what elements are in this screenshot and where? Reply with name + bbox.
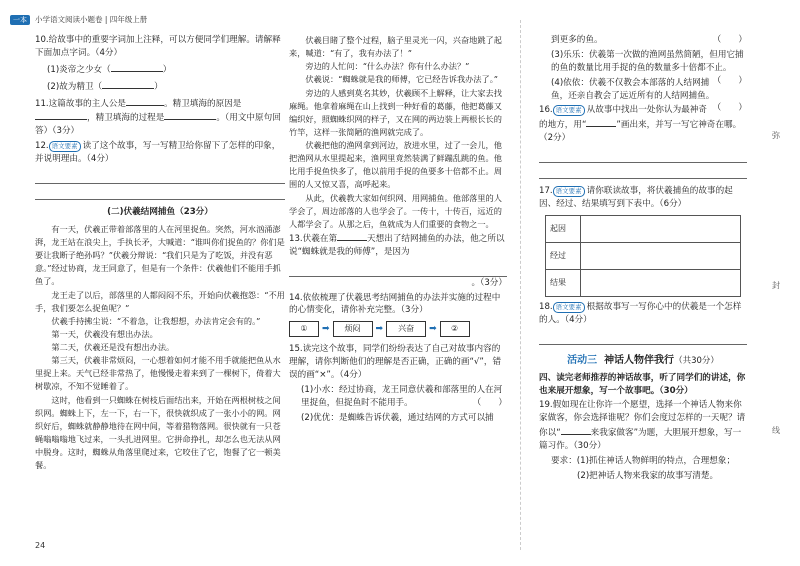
story-paragraph: 旁边的人忙问：“什么办法？你有什么办法？” [305, 61, 470, 72]
story-paragraph: 这时，他看到一只蜘蛛在树枝后面结出来，开始在两根树枝之间织网。蜘蛛上下，左一下，右一下，很快就织成了一张小小的网。网织好后，蜘蛛就静静地待在网中间，等着猎物落网。很快就有一只苍蝇嗡嗡嗡地飞过来，一头扎进网里。它拼命挣扎，却怎么也无法从网中脱身。这时，蜘蛛从角落里爬过来，它咬住了它，饱餐了它一顿美餐。 [35, 394, 281, 471]
skill-tag: 语文要素 [49, 141, 81, 152]
question-16: 16. 语文要素 从故事中找出一处你认为最神奇的地方，用“ ”画出来，并写一写它神奇在哪。（2分） [539, 105, 742, 144]
story-paragraph: 伏羲说：“蜘蛛就是我的师傅，它已经告诉我办法了。” [305, 74, 498, 85]
story-text-left [35, 223, 285, 472]
flow-box-4[interactable]: ② [440, 321, 470, 337]
answer-line[interactable] [35, 184, 285, 200]
fold-line [520, 20, 522, 550]
question-15-4: (4)依依：伏羲不仅教会本部落的人结网捕鱼，还亲自教会了远近所有的人结网捕鱼。 （ ） [551, 77, 747, 114]
flow-box-2: 烦闷 [333, 321, 373, 337]
flow-box-3: 兴奋 [386, 321, 426, 337]
margin-char: 线 [772, 426, 780, 435]
story-paragraph: 第三天，伏羲非常烦闷，一心想着如何才能不用手就能把鱼从水里捉上来。天气已经非常热了，他慢慢走着来到了一棵树下，倚着大树歇凉，不知不觉睡着了。 [35, 355, 281, 392]
question-13-score: 。（3分） [471, 277, 507, 288]
brand-logo: 一本 [10, 15, 30, 25]
table-label-result: 结果 [546, 269, 581, 296]
arrow-icon: ➡ [429, 323, 437, 334]
table-cell[interactable] [581, 215, 741, 242]
column-left [35, 34, 285, 472]
story-text-middle [289, 34, 507, 231]
story-paragraph: 伏羲手持拂尘说：“不着急，让我想想，办法肯定会有的。” [51, 315, 261, 326]
question-18: 18. 语文要素 根据故事写一写你心中的伏羲是一个怎样的人。（4分） [539, 301, 742, 325]
section-4: 四、读完老师推荐的神话故事，听了同学们的讲述，你也来展开想象，写一个故事吧。（30分） [539, 372, 746, 396]
story-paragraph: 伏羲把他的渔网拿到河边，放进水里，过了一会儿，他把渔网从水里提起来，渔网里竟然装满了鲜蹦乱跳的鱼。他比用手捉鱼快多了，他以前用手捉的鱼要多十倍都不止。周围的人又惊又喜，高呼起来。 [289, 140, 502, 190]
answer-line[interactable] [539, 329, 747, 345]
question-15-2-cont: 到更多的鱼。 （ ） [551, 35, 747, 45]
question-15-3: (3)乐乐：伏羲第一次做的渔网虽然简陋，但用它捕的鱼的数量比用手捉的鱼的数量多十倍都不止。 （ ） [551, 49, 747, 86]
mood-flow [289, 321, 507, 337]
question-12: 12. 语文要素 读了这个故事，写一写精卫给你留下了怎样的印象，并说明理由。（4分） [35, 141, 281, 165]
margin-char: 封 [772, 281, 780, 290]
question-13: 13.伏羲在第 天想出了结网捕鱼的办法，他之所以说“蜘蛛就是我的师傅”，是因为 [289, 231, 507, 259]
table-cell[interactable] [581, 242, 741, 269]
skill-tag: 语文要素 [553, 105, 585, 116]
story-paragraph: 龙王走了以后，部落里的人都闷闷不乐，开始向伏羲抱怨：“不用手，我们要怎么捉鱼呢？” [35, 289, 285, 313]
question-10-1: (1)炎帝之少女（ ） [35, 62, 285, 77]
answer-line[interactable] [539, 163, 747, 179]
section-title: (二)伏羲结网捕鱼（23分） [107, 207, 213, 218]
story-paragraph: 伏羲目睹了整个过程，脑子里灵光一闪，兴奋地跳了起来，喊道：“有了，我有办法了！” [289, 35, 502, 59]
story-paragraph: 从此，伏羲教大家如何织网、用网捕鱼。他部落里的人学会了，周边部落的人也学会了。一传十，十传百，远近的人都学会了。从那之后，鱼就成为人们重要的食物之一。 [289, 192, 502, 229]
question-15: 15.读完这个故事，同学们纷纷表达了自己对故事内容的理解，请你判断他们的理解是否正确，正确的画“√”，错误的画“×”。（4分） [289, 344, 502, 381]
column-middle [289, 34, 507, 427]
story-paragraph: 旁边的人感到莫名其妙，伏羲顾不上解释，让大家去找麻绳。他拿着麻绳在山上找到一种好看的葛藤，他把葛藤又编织好，照蜘蛛织网的样子，又在网的两边装上两根长长的竹竿，这样一张简陋的渔网就完成了。 [289, 87, 502, 137]
requirement-2: (2)把神话人物来我家的故事写清楚。 [577, 470, 719, 481]
column-right [539, 34, 747, 485]
story-paragraph: 第二天，伏羲还是没有想出办法。 [51, 342, 175, 353]
header-title: 小学语文阅读小题卷 | 四年级上册 [35, 15, 148, 25]
question-17: 17. 语文要素 请你联读故事，将伏羲捕鱼的故事的起因、经过、结果填写到下表中。（6分） [539, 186, 733, 210]
answer-blank[interactable] [337, 231, 367, 241]
answer-blank[interactable] [35, 110, 87, 120]
page-number: 24 [35, 541, 46, 550]
arrow-icon: ➡ [375, 323, 384, 334]
question-15-1: (1)小水：经过协商，龙王同意伏羲和部落里的人在河里捉鱼，但捉鱼时不能用手。 （ ） [301, 385, 507, 408]
question-11: 11.这篇故事的主人公是 。精卫填海的原因是，精卫填海的过程是 。（用文中原句回答）（3分） [35, 96, 285, 139]
answer-line[interactable] [539, 147, 747, 163]
answer-blank[interactable] [126, 96, 164, 106]
margin-char: 弥 [772, 131, 780, 140]
table-cell[interactable] [581, 269, 741, 296]
question-14: 14.依依梳理了伏羲思考结网捕鱼的办法并实施的过程中的心情变化，请你补充完整。（3分） [289, 292, 501, 316]
page-header [10, 14, 147, 26]
table-label-cause: 起因 [546, 215, 581, 242]
story-paragraph: 有一天，伏羲正带着部落里的人在河里捉鱼。突然，河水汹涌澎湃，龙王站在浪尖上，手执长矛，大喊道：“谁叫你们捉鱼的？你们是要让我断子绝孙吗？”伏羲分辩说：“我们只是为了吃饭，并没有恶意。”经过协商，龙王同意了，但是有一个条件：伏羲他们不能用手抓鱼了。 [35, 223, 285, 287]
answer-line[interactable] [289, 261, 507, 277]
question-15-2: (2)优优：是蜘蛛告诉伏羲，通过结网的方式可以捕 [301, 412, 494, 423]
question-19: 19.假如现在让你许一个愿望，选择一个神话人物来你家做客，你会选择谁呢？你们会度过怎样的一天呢？请你以“ 来我家做客”为题，大胆展开想象，写一篇习作。（30分） [539, 400, 746, 452]
answer-blank[interactable] [164, 110, 216, 120]
story-paragraph: 第一天，伏羲没有想出办法。 [51, 328, 158, 339]
answer-line[interactable] [35, 168, 285, 184]
flow-box-1[interactable]: ① [289, 321, 319, 337]
table-label-process: 经过 [546, 242, 581, 269]
skill-tag: 语文要素 [553, 302, 585, 313]
requirement-1: 要求：(1)抓住神话人物鲜明的特点，合理想象； [551, 456, 736, 467]
story-table [545, 215, 741, 297]
skill-tag: 语文要素 [553, 186, 585, 197]
arrow-icon: ➡ [322, 323, 330, 334]
activity-title: 活动三 神话人物伴我行（共30分） [567, 354, 719, 366]
question-10-2: (2)故为精卫（ ） [35, 79, 285, 94]
question-10: 10.给故事中的重要字词加上注释，可以方便同学们理解。请解释下面加点字词。（4分） [35, 35, 281, 58]
